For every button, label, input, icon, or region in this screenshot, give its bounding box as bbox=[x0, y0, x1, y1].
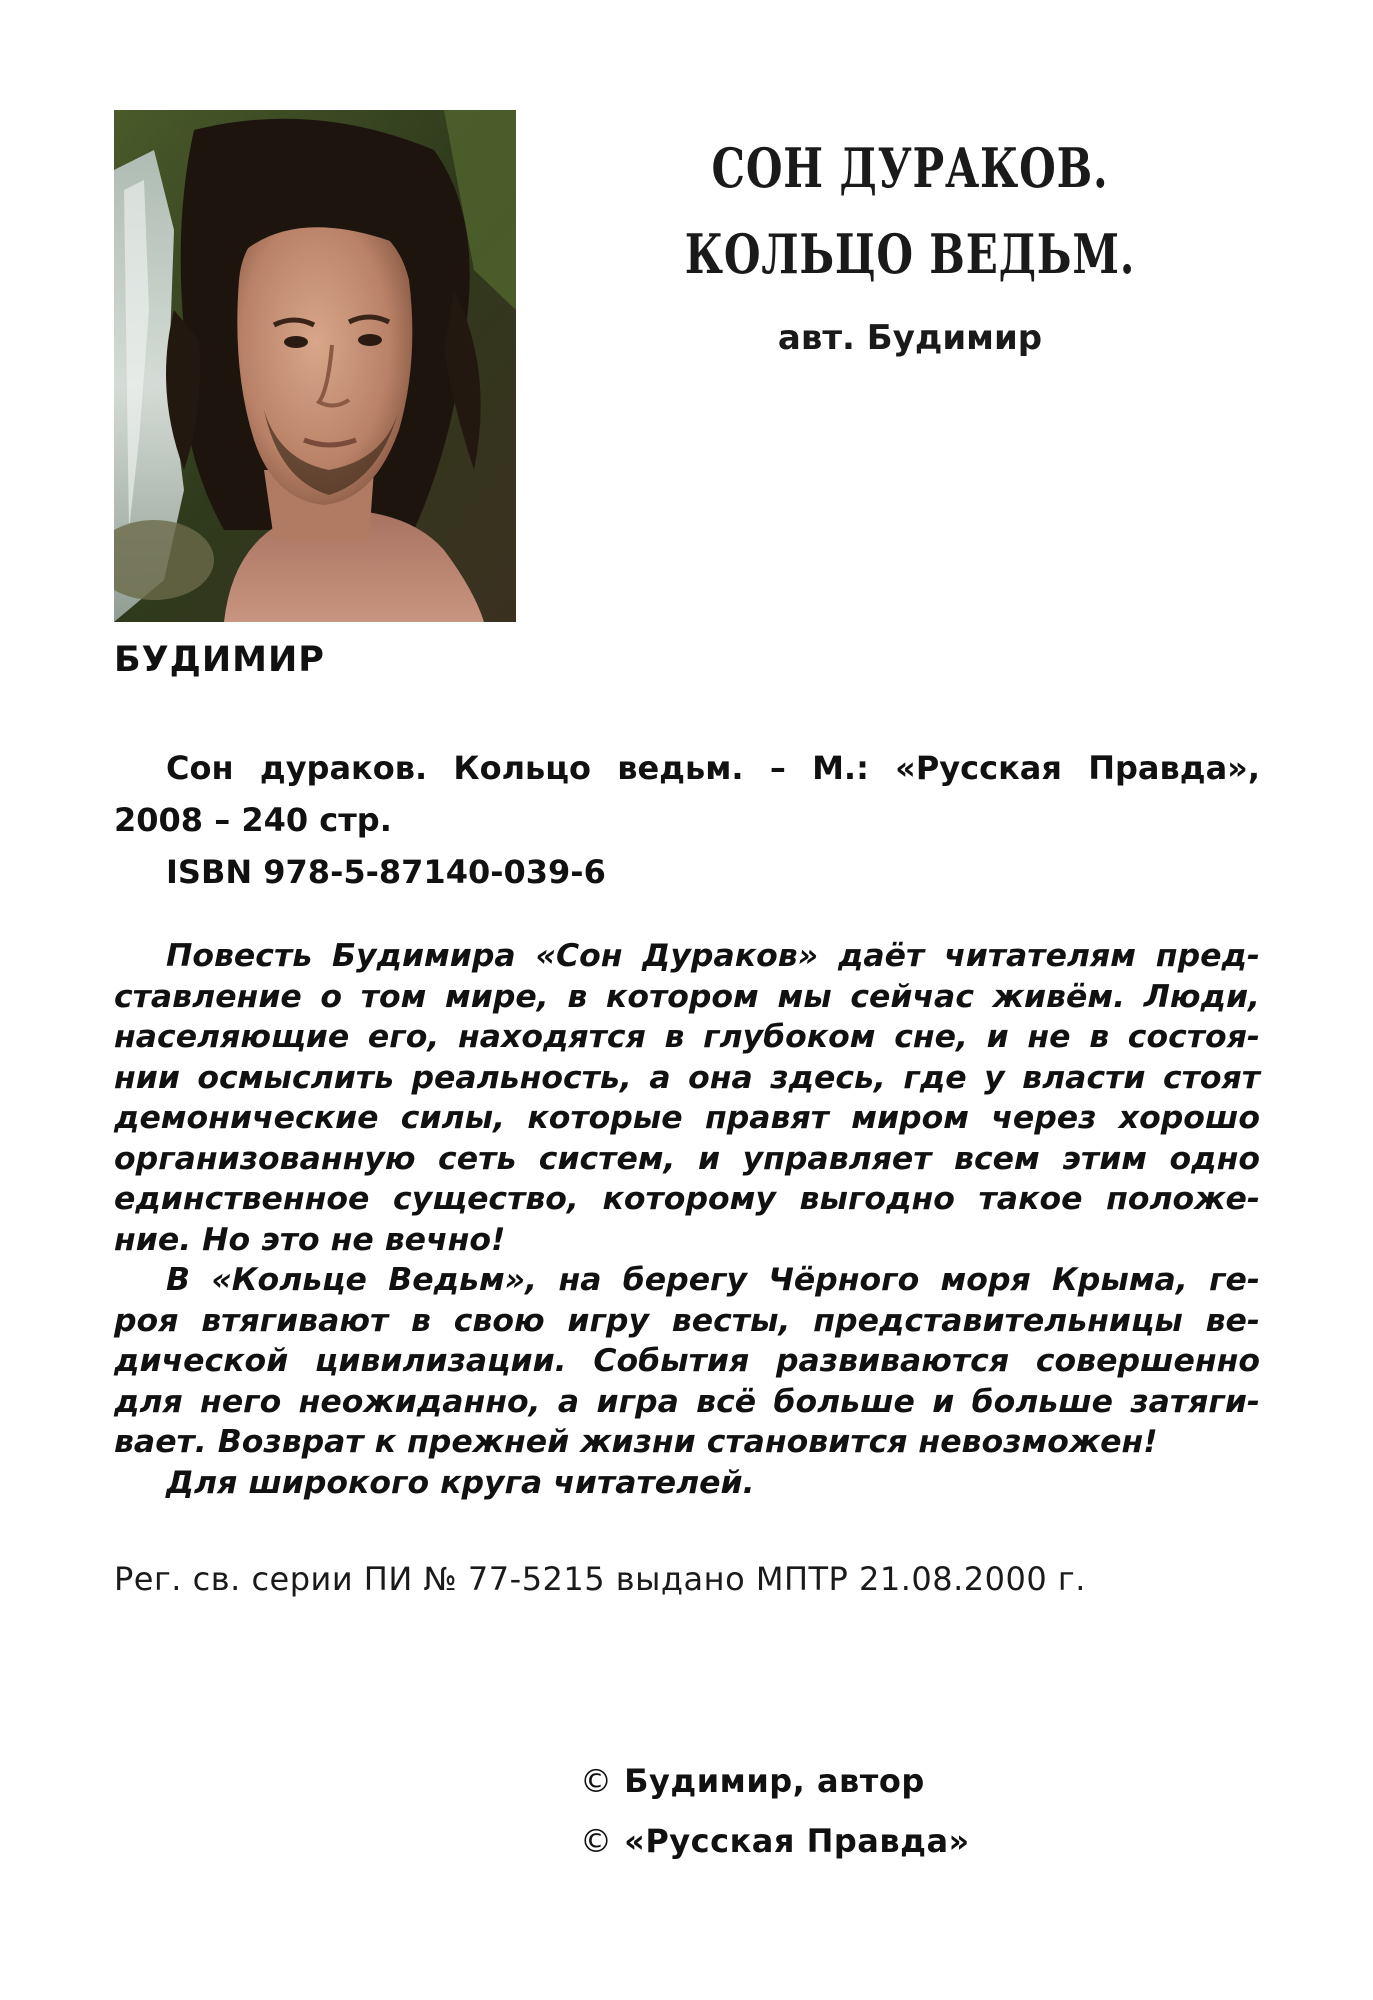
book-title bbox=[620, 125, 1200, 297]
annotation-line: ние. Но это не вечно! bbox=[114, 1221, 506, 1258]
annotation-line: единственное существо, которому выгодно такое положе- bbox=[114, 1181, 1260, 1217]
isbn: ISBN 978-5-87140-039-6 bbox=[166, 853, 606, 891]
annotation bbox=[114, 936, 1260, 1503]
annotation-line: роя втягивают в свою игру весты, представительницы ве- bbox=[114, 1302, 1260, 1339]
title-line-2: КОЛЬЦО ВЕДЬМ. bbox=[684, 222, 1136, 286]
annotation-line: организованную сеть систем, и управляет всем этим одно bbox=[114, 1140, 1260, 1177]
bibliographic-record bbox=[114, 742, 1260, 898]
biblio-line-2: 2008 – 240 стр. bbox=[114, 801, 392, 839]
author-portrait-icon bbox=[114, 110, 516, 622]
copyright-symbol: © bbox=[580, 1822, 613, 1860]
byline: авт. Будимир bbox=[777, 318, 1043, 358]
biblio-line-1: Сон дураков. Кольцо ведьм. – М.: «Русская Правда», bbox=[166, 749, 1260, 787]
copyright-publisher bbox=[580, 1822, 970, 1860]
annotation-line: нии осмыслить реальность, а она здесь, где у власти стоят bbox=[114, 1059, 1260, 1096]
annotation-line: демонические силы, которые правят миром через хорошо bbox=[114, 1100, 1260, 1136]
copyright-author-text: Будимир, автор bbox=[624, 1762, 925, 1800]
annotation-line: Повесть Будимира «Сон Дураков» даёт читателям пред- bbox=[166, 938, 1260, 974]
annotation-line: населяющие его, находятся в глубоком сне, и не в состоя- bbox=[114, 1019, 1260, 1055]
annotation-line: вает. Возврат к прежней жизни становится невозможен! bbox=[114, 1424, 1158, 1460]
registration-note: Рег. св. серии ПИ № 77-5215 выдано МПТР 21.08.2000 г. bbox=[114, 1560, 1086, 1598]
annotation-line: В «Кольце Ведьм», на берегу Чёрного моря Крыма, ге- bbox=[166, 1262, 1260, 1298]
author-photo bbox=[114, 110, 516, 622]
copyright-publisher-text: «Русская Правда» bbox=[624, 1822, 970, 1860]
annotation-line: для него неожиданно, а игра всё больше и больше затяги- bbox=[114, 1383, 1260, 1420]
annotation-line: ставление о том мире, в котором мы сейчас живём. Люди, bbox=[114, 978, 1260, 1015]
annotation-line: Для широкого круга читателей. bbox=[166, 1464, 755, 1501]
annotation-line: дической цивилизации. События развиваются совершенно bbox=[114, 1343, 1260, 1379]
copyright-symbol: © bbox=[580, 1762, 613, 1800]
copyright-author bbox=[580, 1762, 925, 1800]
title-line-1: СОН ДУРАКОВ. bbox=[711, 136, 1109, 200]
author-heading: БУДИМИР bbox=[114, 640, 325, 680]
